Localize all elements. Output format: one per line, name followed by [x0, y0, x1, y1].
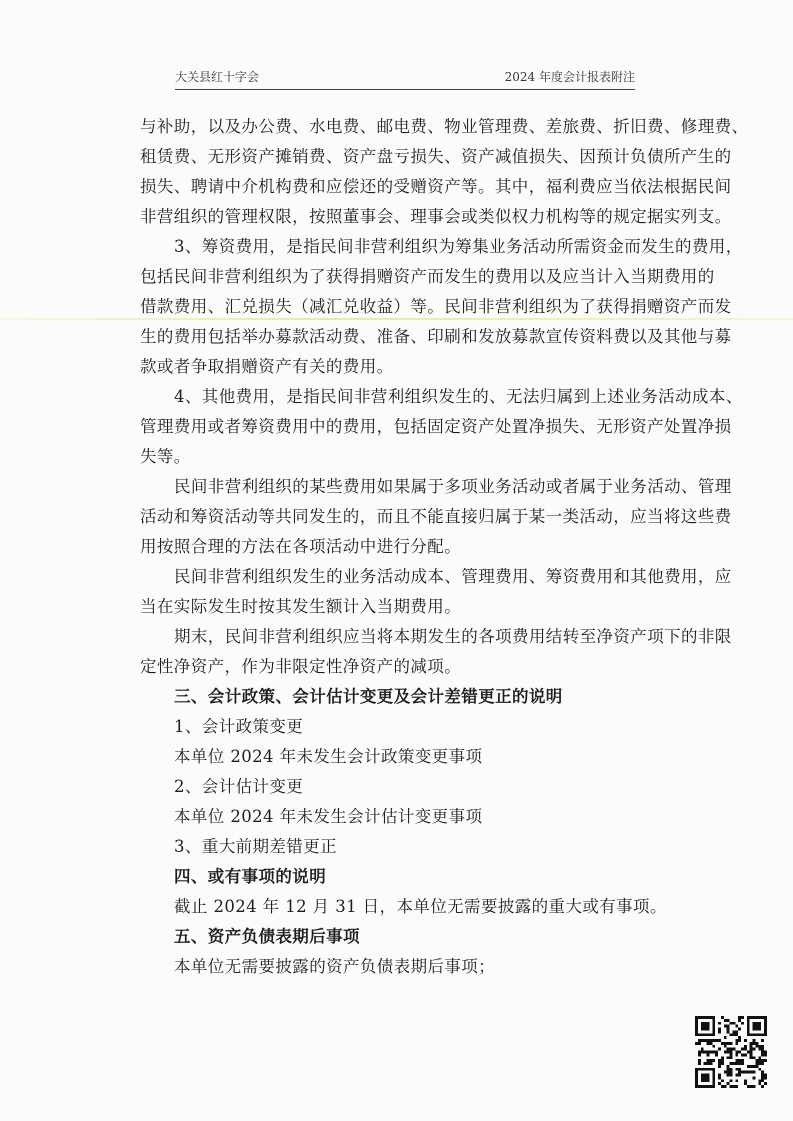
text-line: 失等。	[140, 447, 191, 466]
text-line: 民间非营利组织发生的业务活动成本、管理费用、筹资费用和其他费用，应	[174, 567, 732, 586]
page-header	[175, 68, 635, 90]
text-line: 借款费用、汇兑损失（减汇兑收益）等。民间非营利组织为了获得捐赠资产而发	[140, 297, 732, 316]
text-line: 租赁费、无形资产摊销费、资产盘亏损失、资产减值损失、因预计负债所产生的	[140, 147, 732, 166]
text-line: 与补助，以及办公费、水电费、邮电费、物业管理费、差旅费、折旧费、修理费、	[140, 117, 749, 136]
text-line: 包括民间非营利组织为了获得捐赠资产而发生的费用以及应当计入当期费用的	[140, 267, 715, 286]
header-report-title: 2024 年度会计报表附注	[504, 70, 635, 84]
text-line: 生的费用包括举办募款活动费、准备、印刷和发放募款宣传资料费以及其他与募	[140, 327, 732, 346]
section-heading: 四、或有事项的说明	[174, 867, 327, 886]
text-line: 1、会计政策变更	[174, 717, 304, 736]
body-text	[140, 112, 749, 982]
header-organization: 大关县红十字会	[175, 70, 260, 84]
text-line: 定性净资产，作为非限定性净资产的减项。	[140, 657, 462, 676]
text-line: 本单位 2024 年未发生会计估计变更事项	[174, 807, 483, 826]
text-line: 3、筹资费用，是指民间非营利组织为筹集业务活动所需资金而发生的费用，	[174, 237, 743, 256]
text-line: 用按照合理的方法在各项活动中进行分配。	[140, 537, 462, 556]
text-line: 当在实际发生时按其发生额计入当期费用。	[140, 597, 462, 616]
text-line: 4、其他费用，是指民间非营利组织发生的、无法归属到上述业务活动成本、	[174, 387, 743, 406]
section-heading: 五、资产负债表期后事项	[174, 927, 360, 946]
text-line: 管理费用或者筹资费用中的费用，包括固定资产处置净损失、无形资产处置净损	[140, 417, 732, 436]
text-line: 本单位 2024 年未发生会计政策变更事项	[174, 747, 483, 766]
text-line: 款或者争取捐赠资产有关的费用。	[140, 357, 394, 376]
text-line: 期末，民间非营利组织应当将本期发生的各项费用结转至净资产项下的非限	[174, 627, 732, 646]
text-line: 民间非营利组织的某些费用如果属于多项业务活动或者属于业务活动、管理	[174, 477, 732, 496]
qr-code-icon	[695, 1016, 767, 1088]
section-heading: 三、会计政策、会计估计变更及会计差错更正的说明	[174, 687, 563, 706]
text-line: 非营组织的管理权限，按照董事会、理事会或类似权力机构等的规定据实列支。	[140, 207, 732, 226]
text-line: 活动和筹资活动等共同发生的，而且不能直接归属于某一类活动，应当将这些费	[140, 507, 732, 526]
text-line: 本单位无需要披露的资产负债表期后事项；	[174, 957, 496, 976]
text-line: 2、会计估计变更	[174, 777, 304, 796]
text-line: 截止 2024 年 12 月 31 日，本单位无需要披露的重大或有事项。	[174, 897, 667, 916]
text-line: 损失、聘请中介机构费和应偿还的受赠资产等。其中，福利费应当依法根据民间	[140, 177, 732, 196]
text-line: 3、重大前期差错更正	[174, 837, 337, 856]
